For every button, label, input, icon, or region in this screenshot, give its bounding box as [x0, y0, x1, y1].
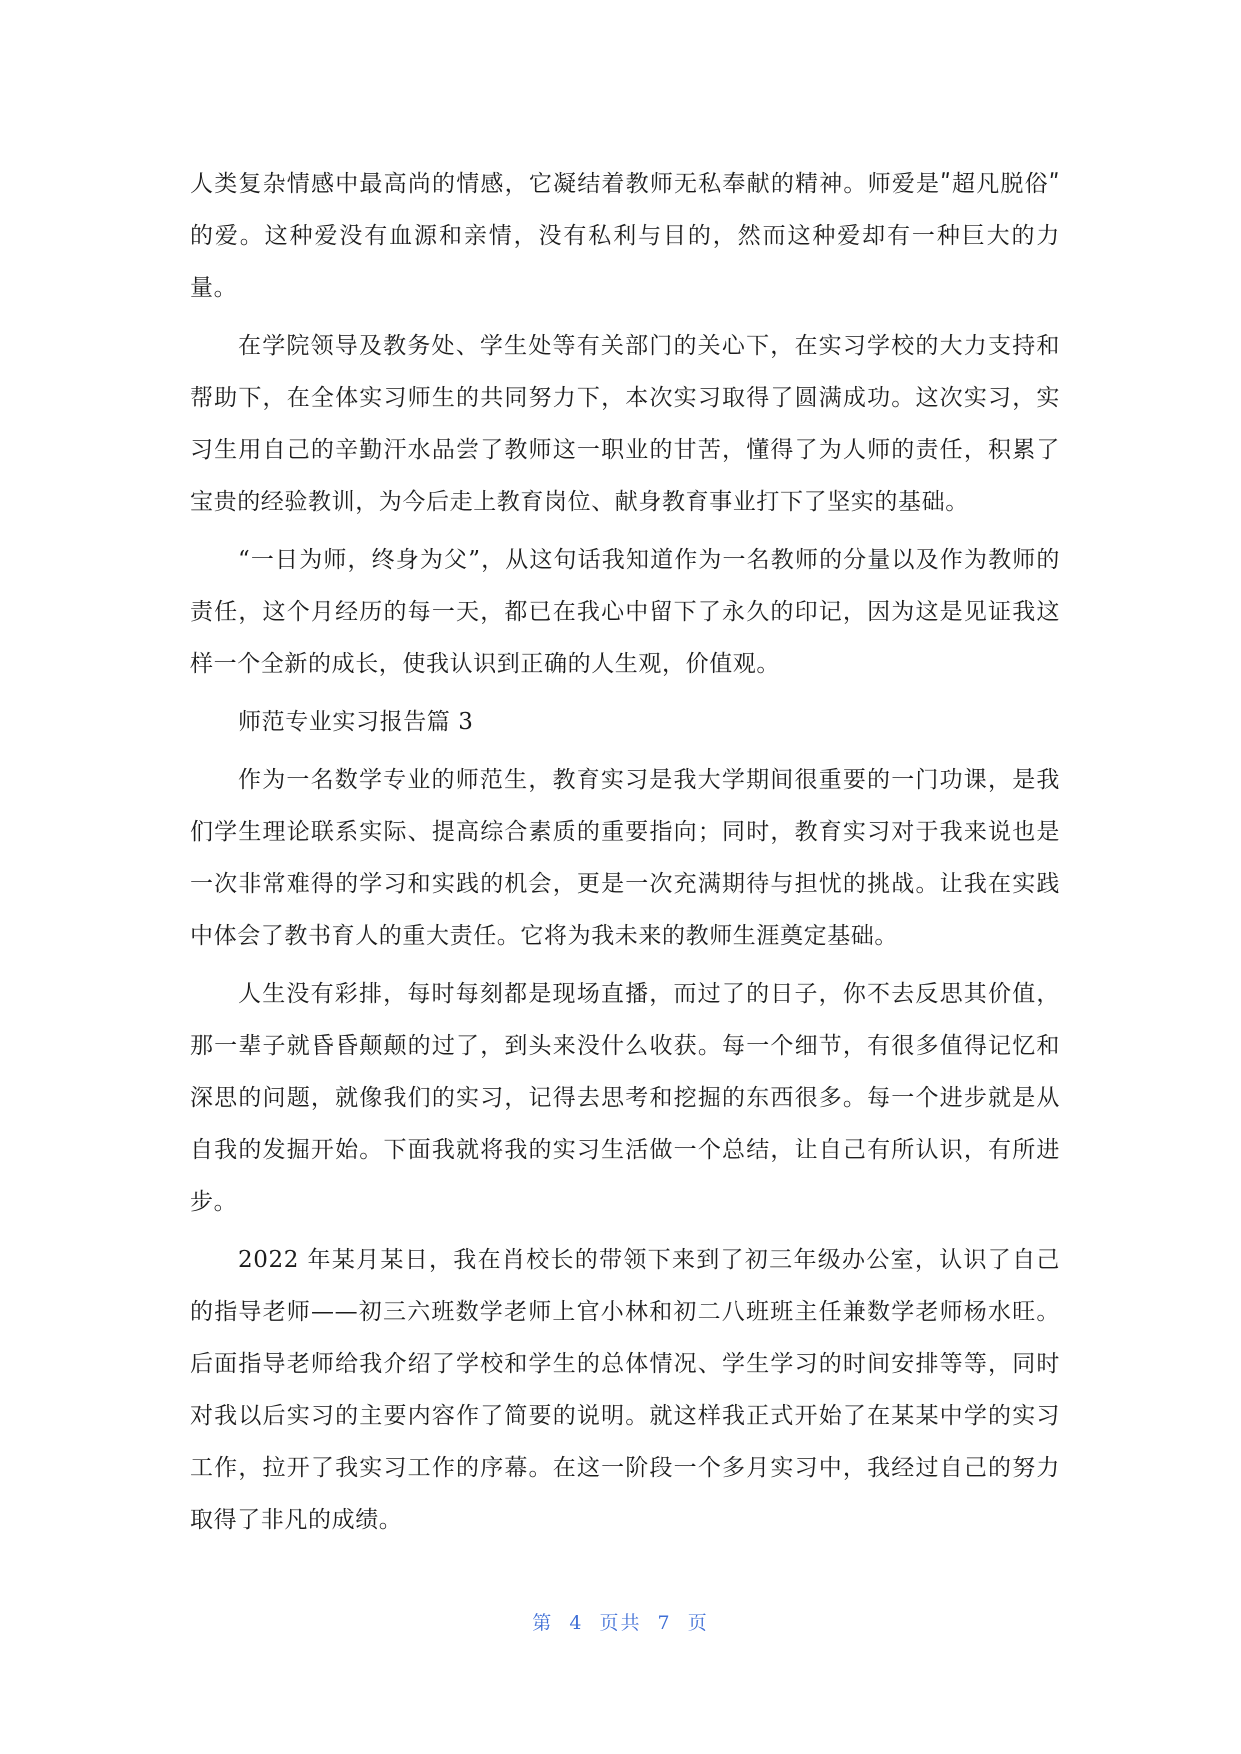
paragraph-1: 人类复杂情感中最高尚的情感，它凝结着教师无私奉献的精神。师爱是ʺ超凡脱俗ʺ的爱。这种爱没有血源和亲情，没有私利与目的，然而这种爱却有一种巨大的力量。	[190, 171, 1060, 301]
footer-current-page: 4	[569, 1612, 584, 1634]
paragraph-3: “一日为师，终身为父”，从这句话我知道作为一名教师的分量以及作为教师的责任，这个月经历的每一天，都已在我心中留下了永久的印记，因为这是见证我这样一个全新的成长，使我认识到正确的人生观，价值观。	[190, 547, 1060, 677]
section-heading: 师范专业实习报告篇 3	[238, 709, 474, 735]
footer-prefix: 第	[532, 1612, 554, 1634]
footer-suffix: 页	[687, 1612, 709, 1634]
section-paragraph-2: 人生没有彩排，每时每刻都是现场直播，而过了的日子，你不去反思其价值，那一辈子就昏昏颠颠的过了，到头来没什么收获。每一个细节，有很多值得记忆和深思的问题，就像我们的实习，记得去思考和挖掘的东西很多。每一个进步就是从自我的发掘开始。下面我就将我的实习生活做一个总结，让自己有所认识，有所进步。	[190, 981, 1060, 1215]
document-body	[190, 158, 1060, 1552]
section-paragraph-3: 2022 年某月某日，我在肖校长的带领下来到了初三年级办公室，认识了自己的指导老师——初三六班数学老师上官小林和初二八班班主任兼数学老师杨水旺。后面指导老师给我介绍了学校和学生的总体情况、学生学习的时间安排等等，同时对我以后实习的主要内容作了简要的说明。就这样我正式开始了在某某中学的实习工作，拉开了我实习工作的序幕。在这一阶段一个多月实习中，我经过自己的努力取得了非凡的成绩。	[190, 1247, 1060, 1533]
footer-total-pages: 7	[657, 1612, 672, 1634]
section-paragraph-1: 作为一名数学专业的师范生，教育实习是我大学期间很重要的一门功课，是我们学生理论联系实际、提高综合素质的重要指向；同时，教育实习对于我来说也是一次非常难得的学习和实践的机会，更是一次充满期待与担忧的挑战。让我在实践中体会了教书育人的重大责任。它将为我未来的教师生涯奠定基础。	[190, 767, 1060, 949]
footer-middle: 页共	[599, 1612, 642, 1634]
page-footer	[0, 1608, 1241, 1635]
paragraph-2: 在学院领导及教务处、学生处等有关部门的关心下，在实习学校的大力支持和帮助下，在全体实习师生的共同努力下，本次实习取得了圆满成功。这次实习，实习生用自己的辛勤汗水品尝了教师这一职业的甘苦，懂得了为人师的责任，积累了宝贵的经验教训，为今后走上教育岗位、献身教育事业打下了坚实的基础。	[190, 333, 1060, 515]
